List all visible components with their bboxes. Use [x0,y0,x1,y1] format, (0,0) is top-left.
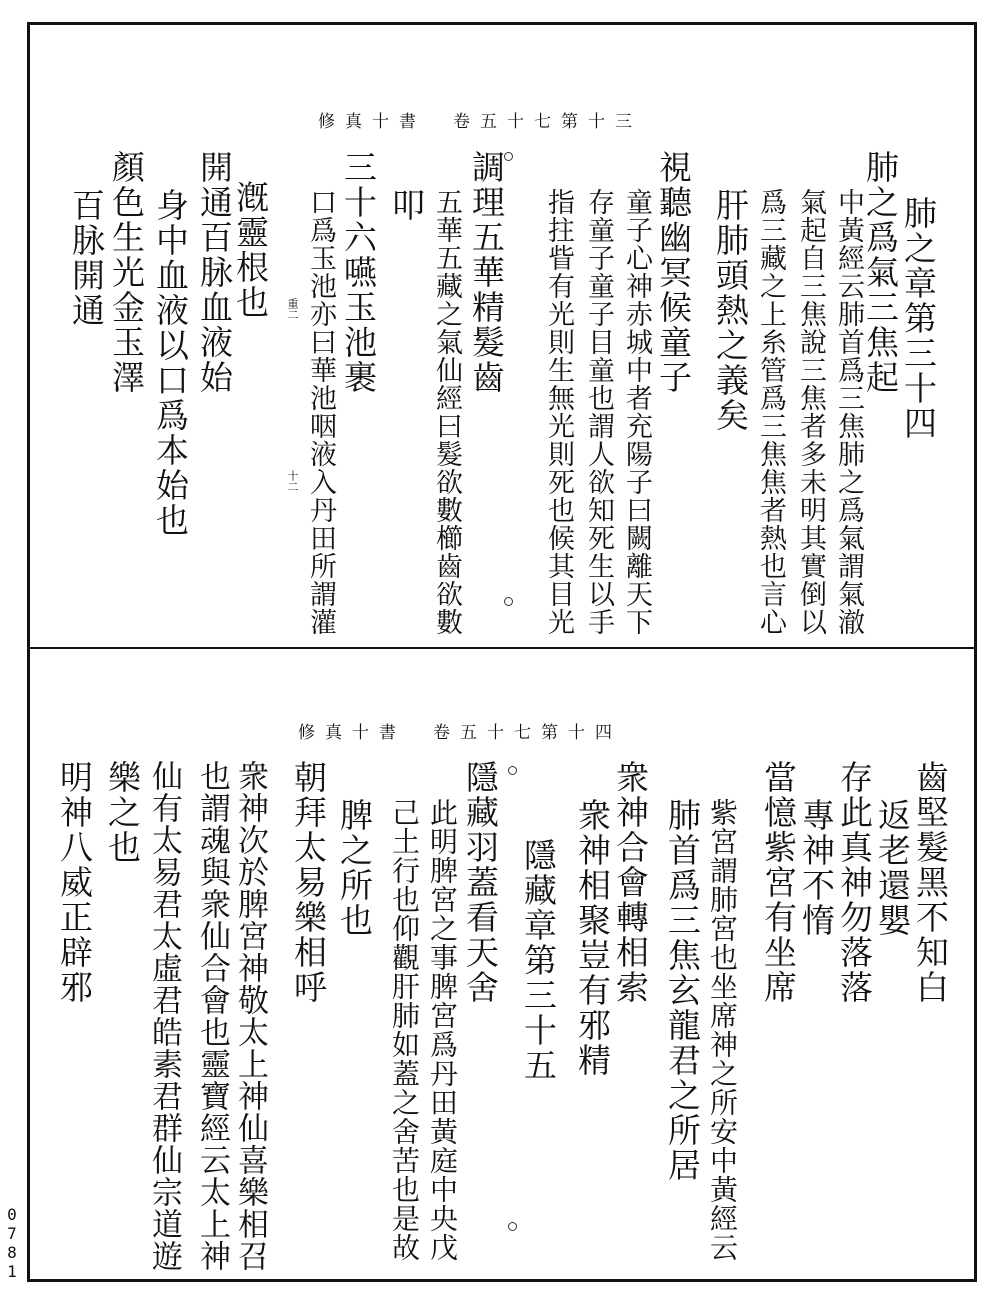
bottom-col-12-commentary: 此明脾宮之事脾宮爲丹田黃庭中央戊 [426,798,459,1262]
top-col-14-verse: 三十六嚥玉池裹 [339,150,378,395]
page-divider [27,647,977,649]
circle-marker-icon [508,1222,517,1231]
bottom-col-17-commentary: 也謂魂與衆仙合會也靈寶經云太上神 [194,760,230,1272]
top-col-19-verse: 顏色生光金玉澤 [107,150,146,395]
bottom-col-19-commentary: 樂之也 [103,760,142,865]
bottom-col-8-verse: 衆神合會轉相索 [611,760,650,1005]
bottom-col-3-verse: 存此真神勿落落 [835,760,874,1005]
top-margin-note-2: 十二 [286,470,299,492]
page-number [4,1205,20,1281]
bottom-col-15-verse: 朝拜太易樂相呼 [289,760,328,1005]
top-col-8-commentary: 童子心神赤城中者充陽子曰闕離天下 [621,188,652,636]
top-col-20-commentary: 百脉開通 [67,188,106,328]
top-col-10-commentary: 指拄眥有光則生無光則死也候其目光 [543,188,574,636]
bottom-page-header: 修真十書 卷五十七第十四 [298,723,622,743]
bottom-col-4-commentary: 專神不惰 [797,798,836,938]
bottom-col-5-verse: 當憶紫宮有坐席 [759,760,798,1005]
top-col-2-verse: 肺之爲氣三焦起 [861,150,900,395]
top-col-11-verse: 調理五華精髮齒 [467,150,506,395]
top-col-16-commentary: 漑靈根也 [231,180,270,320]
top-col-5-commentary: 爲三藏之上糸管爲三焦焦者熱也言心 [755,188,786,636]
top-col-18-commentary: 身中血液以口爲本始也 [151,188,190,538]
page-number-digit: 0 [7,1205,17,1224]
circle-marker-icon [504,152,513,161]
top-col-1-chapter-title: 肺之章第三十四 [899,196,938,441]
bottom-col-1-verse: 齒堅髮黑不知白 [911,760,950,1005]
top-page-header: 修真十書 卷五十七第十三 [318,112,642,132]
top-col-3-commentary: 中黃經云肺首爲三焦肺之爲氣謂氣澈 [833,188,864,636]
bottom-col-20-verse: 明神八威正辟邪 [55,760,94,1005]
bottom-col-11-verse: 隱藏羽蓋看天舍 [461,760,500,1005]
bottom-col-2-commentary: 返老還嬰 [873,798,912,938]
top-col-7-verse: 視聽幽冥候童子 [654,150,693,395]
circle-marker-icon [508,766,517,775]
page-number-digit: 7 [7,1224,17,1243]
page-number-digit: 8 [7,1243,17,1262]
top-col-15-commentary: 口爲玉池亦曰華池咽液入丹田所謂灌 [305,188,336,636]
bottom-col-13-commentary: 己土行也仰觀肝肺如蓋之舍苦也是故 [388,798,421,1262]
top-col-9-commentary: 存童子童子目童也謂人欲知死生以手 [583,188,614,636]
bottom-col-10-chapter-title: 隱藏章第三十五 [519,838,558,1083]
top-col-12-commentary: 五華五藏之氣仙經曰髮欲數櫛齒欲數 [431,188,462,636]
top-col-13-commentary: 叩 [387,188,426,223]
bottom-col-14-commentary: 脾之所也 [335,798,374,938]
top-margin-note-1: 重二 [286,298,299,320]
top-col-6-commentary: 肝肺頭熱之義矣 [711,188,750,433]
top-col-4-commentary: 氣起自三焦說三焦者多未明其實倒以 [795,188,826,636]
bottom-col-6-commentary: 紫宮謂肺宮也坐席神之所安中黃經云 [706,798,739,1262]
bottom-col-7-commentary: 肺首爲三焦玄龍君之所居 [663,798,702,1183]
circle-marker-icon [504,597,513,606]
bottom-col-16-commentary: 衆神次於脾宮神敬太上神仙喜樂相召 [232,760,268,1272]
top-col-17-verse: 開通百脉血液始 [195,150,234,395]
page-number-digit: 1 [7,1262,17,1281]
bottom-col-9-commentary: 衆神相聚豈有邪精 [573,798,612,1078]
bottom-col-18-commentary: 仙有太易君太虛君皓素君群仙宗道遊 [146,760,182,1272]
